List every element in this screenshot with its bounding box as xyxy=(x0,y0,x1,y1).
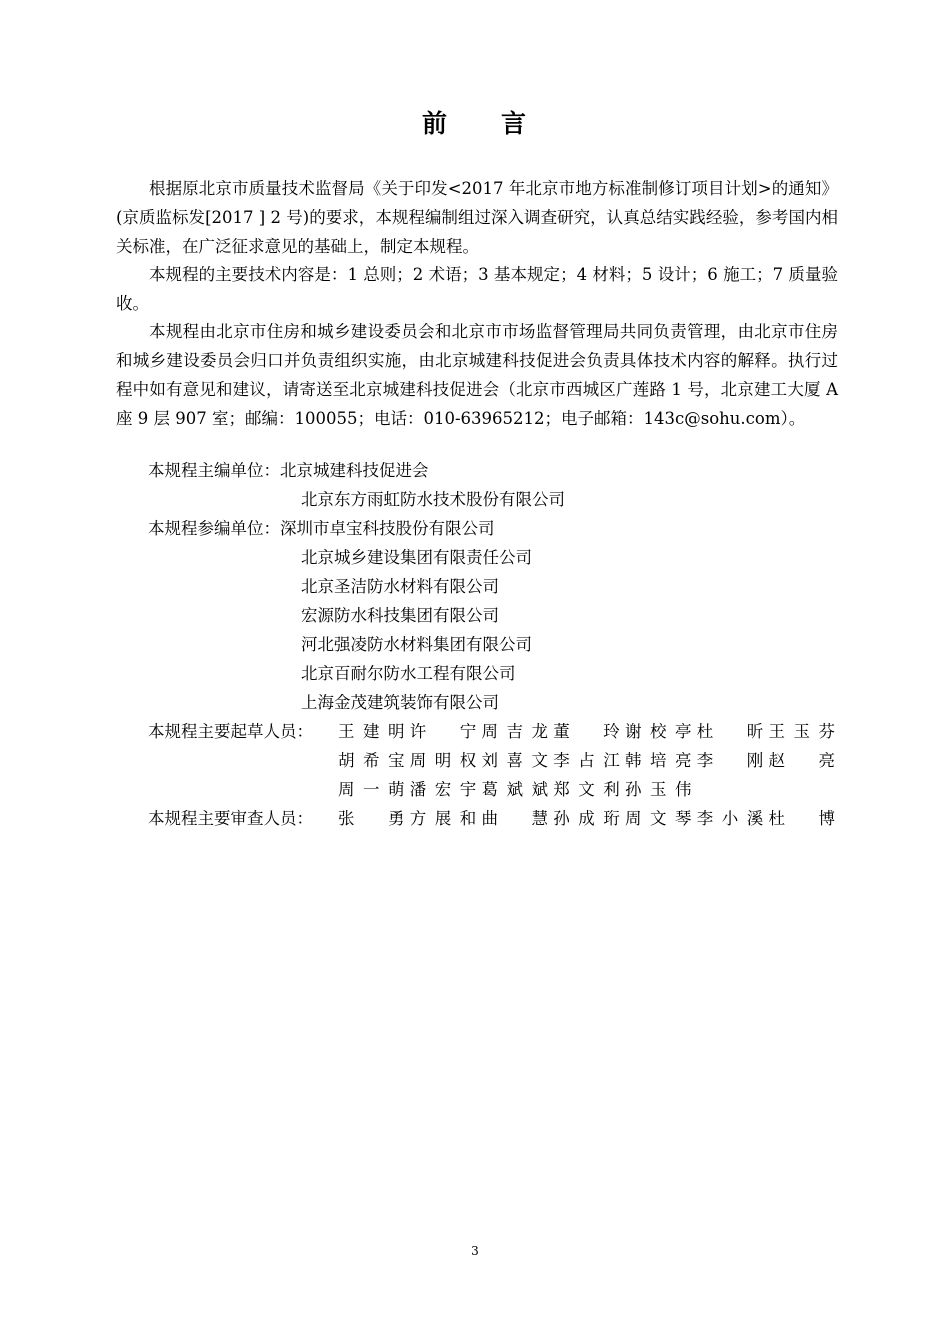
reviewer-name: 孙成珩 xyxy=(553,809,620,828)
drafter-name: 王建明 xyxy=(338,722,405,741)
title-char-1: 前 xyxy=(421,109,449,138)
participating-unit: 宏源防水科技集团有限公司 xyxy=(301,606,499,625)
chief-unit: 北京城建科技促进会 xyxy=(280,461,429,480)
drafter-name: 周一萌 xyxy=(338,780,405,799)
drafter-name: 胡希宝 xyxy=(338,751,405,770)
drafters-row-3 xyxy=(338,775,692,804)
drafter-name: 刘喜文 xyxy=(481,751,548,770)
participating-unit: 深圳市卓宝科技股份有限公司 xyxy=(280,519,495,538)
drafter-name: 周明权 xyxy=(409,751,477,770)
reviewers-row xyxy=(338,804,835,833)
title-char-2: 言 xyxy=(501,109,529,138)
drafter-name: 赵 亮 xyxy=(768,751,835,770)
drafter-name: 周吉龙 xyxy=(481,722,548,741)
participating-units-label: 本规程参编单位： xyxy=(148,519,280,538)
reviewer-name: 杜 博 xyxy=(768,809,835,828)
drafter-name: 潘宏宇 xyxy=(409,780,477,799)
page-title xyxy=(0,104,950,140)
reviewer-name: 曲 慧 xyxy=(481,809,548,828)
participating-units-row xyxy=(148,514,495,543)
paragraph-contents: 本规程的主要技术内容是：1 总则；2 术语；3 基本规定；4 材料；5 设计；6 施工；7 质量验收。 xyxy=(116,265,838,313)
drafter-name: 李占江 xyxy=(553,751,620,770)
drafter-name: 王玉芬 xyxy=(768,722,835,741)
drafter-name: 许 宁 xyxy=(409,722,477,741)
drafter-name: 李 刚 xyxy=(696,751,764,770)
reviewer-name: 周文琴 xyxy=(625,809,692,828)
drafter-name: 董 玲 xyxy=(553,722,620,741)
reviewer-name: 方展和 xyxy=(409,809,477,828)
drafters-row-2 xyxy=(338,746,835,775)
chief-units-label: 本规程主编单位： xyxy=(148,461,280,480)
reviewers-label: 本规程主要审查人员： xyxy=(148,809,313,828)
drafter-name: 孙玉伟 xyxy=(625,780,692,799)
participating-unit: 北京百耐尔防水工程有限公司 xyxy=(301,664,516,683)
drafters-label: 本规程主要起草人员： xyxy=(148,722,313,741)
reviewer-name: 李小溪 xyxy=(696,809,764,828)
participating-unit: 北京城乡建设集团有限责任公司 xyxy=(301,548,532,567)
drafter-name: 韩培亮 xyxy=(625,751,692,770)
drafter-name: 杜 昕 xyxy=(696,722,764,741)
paragraph-management: 本规程由北京市住房和城乡建设委员会和北京市市场监督管理局共同负责管理，由北京市住房和城乡建设委员会归口并负责组织实施，由北京城建科技促进会负责具体技术内容的解释。执行过程中如有意见和建议，请寄送至北京城建科技促进会（北京市西城区广莲路 1 号，北京建工大厦 A 座 9 层 907 室；邮编：100055；电话：010-63965212；电子邮箱：143c@sohu.com）。 xyxy=(116,322,838,428)
drafter-name: 郑文利 xyxy=(553,780,620,799)
drafter-name: 谢校亭 xyxy=(625,722,692,741)
page-number: 3 xyxy=(471,1244,479,1258)
participating-unit: 北京圣洁防水材料有限公司 xyxy=(301,577,499,596)
chief-unit: 北京东方雨虹防水技术股份有限公司 xyxy=(301,490,565,509)
participating-unit: 上海金茂建筑装饰有限公司 xyxy=(301,693,499,712)
chief-units-row xyxy=(148,456,429,485)
drafters-row-1 xyxy=(338,717,835,746)
drafter-name: 葛斌斌 xyxy=(481,780,548,799)
participating-unit: 河北强凌防水材料集团有限公司 xyxy=(301,635,532,654)
reviewer-name: 张 勇 xyxy=(338,809,405,828)
paragraph-basis: 根据原北京市质量技术监督局《关于印发<2017 年北京市地方标准制修订项目计划>的通知》(京质监标发[2017 ] 2 号)的要求，本规程编制组过深入调查研究，认真总结实践经验，参考国内相关标准，在广泛征求意见的基础上，制定本规程。 xyxy=(116,179,838,256)
